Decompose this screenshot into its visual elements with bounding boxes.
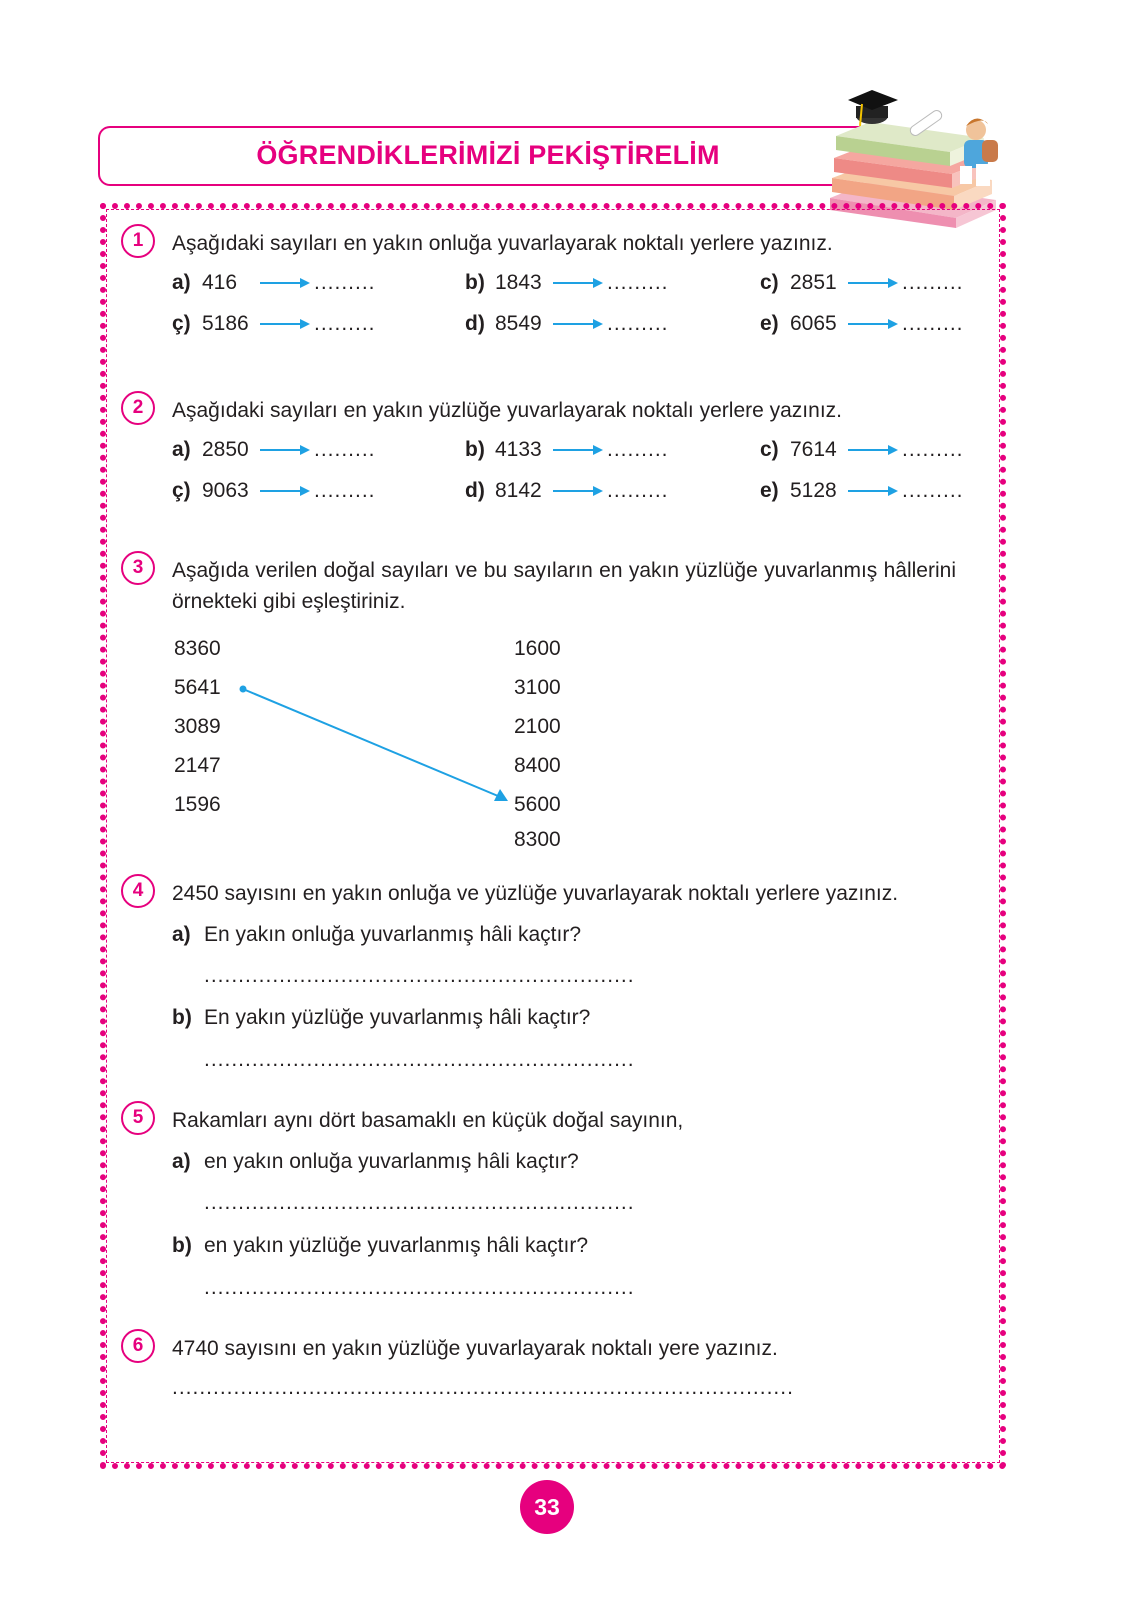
arrow-right-icon [848, 445, 898, 455]
exercise-value: 5128 [790, 479, 837, 502]
answer-blank[interactable]: ......... [314, 312, 376, 335]
answer-blank[interactable]: ......... [314, 479, 376, 502]
answer-blank[interactable]: ......... [314, 271, 376, 294]
question-number: 1 [121, 224, 155, 258]
sub-question-text: En yakın yüzlüğe yuvarlanmış hâli kaçtır? [204, 1006, 591, 1029]
right-number: 8300 [514, 828, 561, 851]
exercise-item: e) 5128 ......... [760, 479, 964, 502]
sub-question-text: En yakın onluğa yuvarlanmış hâli kaçtır? [204, 923, 582, 946]
exercise-value: 9063 [202, 479, 249, 502]
exercise-value: 5186 [202, 312, 249, 335]
page-title: ÖĞRENDİKLERİMİZİ PEKİŞTİRELİM [256, 140, 720, 170]
left-number: 5641 [174, 676, 221, 699]
exercise-item: a) 416 ......... [172, 271, 376, 294]
exercise-value: 7614 [790, 438, 837, 461]
left-number: 1596 [174, 793, 221, 816]
answer-blank[interactable]: ......... [902, 312, 964, 335]
sub-question-text: en yakın onluğa yuvarlanmış hâli kaçtır? [204, 1150, 579, 1173]
arrow-right-icon [553, 486, 603, 496]
left-number: 3089 [174, 715, 221, 738]
arrow-right-icon [553, 278, 603, 288]
exercise-item: a) 2850 ......... [172, 438, 376, 461]
arrow-right-icon [260, 486, 310, 496]
exercise-item: ç) 9063 ......... [172, 479, 376, 502]
exercise-item: d) 8142 ......... [465, 479, 669, 502]
exercise-value: 8549 [495, 312, 542, 335]
answer-line[interactable]: ........................................................................................... [172, 1376, 794, 1399]
answer-line[interactable]: ............................................................... [204, 1276, 635, 1299]
question-number: 5 [121, 1101, 155, 1135]
sub-question: a) en yakın onluğa yuvarlanmış hâli kaçtır? [172, 1150, 579, 1173]
arrow-right-icon [848, 278, 898, 288]
arrow-right-icon [553, 319, 603, 329]
exercise-value: 2850 [202, 438, 249, 461]
exercise-item: e) 6065 ......... [760, 312, 964, 335]
question-text: Aşağıdaki sayıları en yakın onluğa yuvarlayarak noktalı yerlere yazınız. [172, 232, 833, 255]
answer-blank[interactable]: ......... [902, 271, 964, 294]
sub-question: a) En yakın onluğa yuvarlanmış hâli kaçtır? [172, 923, 582, 946]
right-number: 1600 [514, 637, 561, 660]
arrow-right-icon [848, 319, 898, 329]
matching-arrow [236, 682, 516, 806]
arrow-right-icon [848, 486, 898, 496]
arrow-right-icon [260, 278, 310, 288]
answer-blank[interactable]: ......... [607, 479, 669, 502]
arrow-right-icon [553, 445, 603, 455]
sub-question: b) En yakın yüzlüğe yuvarlanmış hâli kaçtır? [172, 1006, 591, 1029]
arrow-right-icon [260, 445, 310, 455]
exercise-value: 416 [202, 271, 238, 294]
question-number: 2 [121, 391, 155, 425]
answer-blank[interactable]: ......... [902, 479, 964, 502]
right-number: 2100 [514, 715, 561, 738]
answer-blank[interactable]: ......... [607, 271, 669, 294]
question-number: 3 [121, 551, 155, 585]
question-text: Rakamları aynı dört basamaklı en küçük doğal sayının, [172, 1109, 684, 1132]
page-number: 33 [520, 1480, 574, 1534]
exercise-item: ç) 5186 ......... [172, 312, 376, 335]
exercise-value: 8142 [495, 479, 542, 502]
right-number: 5600 [514, 793, 561, 816]
left-number: 2147 [174, 754, 221, 777]
question-text: 4740 sayısını en yakın yüzlüğe yuvarlayarak noktalı yere yazınız. [172, 1337, 778, 1360]
exercise-value: 6065 [790, 312, 837, 335]
answer-blank[interactable]: ......... [314, 438, 376, 461]
answer-blank[interactable]: ......... [607, 438, 669, 461]
question-text: 2450 sayısını en yakın onluğa ve yüzlüğe yuvarlayarak noktalı yerlere yazınız. [172, 882, 899, 905]
left-number: 8360 [174, 637, 221, 660]
arrow-right-icon [260, 319, 310, 329]
exercise-item: b) 4133 ......... [465, 438, 669, 461]
exercise-item: c) 2851 ......... [760, 271, 964, 294]
sub-question: b) en yakın yüzlüğe yuvarlanmış hâli kaçtır? [172, 1234, 589, 1257]
answer-blank[interactable]: ......... [607, 312, 669, 335]
answer-blank[interactable]: ......... [902, 438, 964, 461]
question-number: 4 [121, 874, 155, 908]
answer-line[interactable]: ............................................................... [204, 1048, 635, 1071]
exercise-value: 1843 [495, 271, 542, 294]
sub-question-text: en yakın yüzlüğe yuvarlanmış hâli kaçtır? [204, 1234, 589, 1257]
question-text: Aşağıda verilen doğal sayıları ve bu sayıların en yakın yüzlüğe yuvarlanmış hâllerini örnekteki gibi eşleştiriniz. [172, 559, 956, 613]
exercise-value: 4133 [495, 438, 542, 461]
answer-line[interactable]: ............................................................... [204, 964, 635, 987]
exercise-item: d) 8549 ......... [465, 312, 669, 335]
exercise-value: 2851 [790, 271, 837, 294]
question-number: 6 [121, 1329, 155, 1363]
right-number: 8400 [514, 754, 561, 777]
right-number: 3100 [514, 676, 561, 699]
exercise-item: b) 1843 ......... [465, 271, 669, 294]
answer-line[interactable]: ............................................................... [204, 1191, 635, 1214]
exercise-item: c) 7614 ......... [760, 438, 964, 461]
question-text: Aşağıdaki sayıları en yakın yüzlüğe yuvarlayarak noktalı yerlere yazınız. [172, 399, 842, 422]
